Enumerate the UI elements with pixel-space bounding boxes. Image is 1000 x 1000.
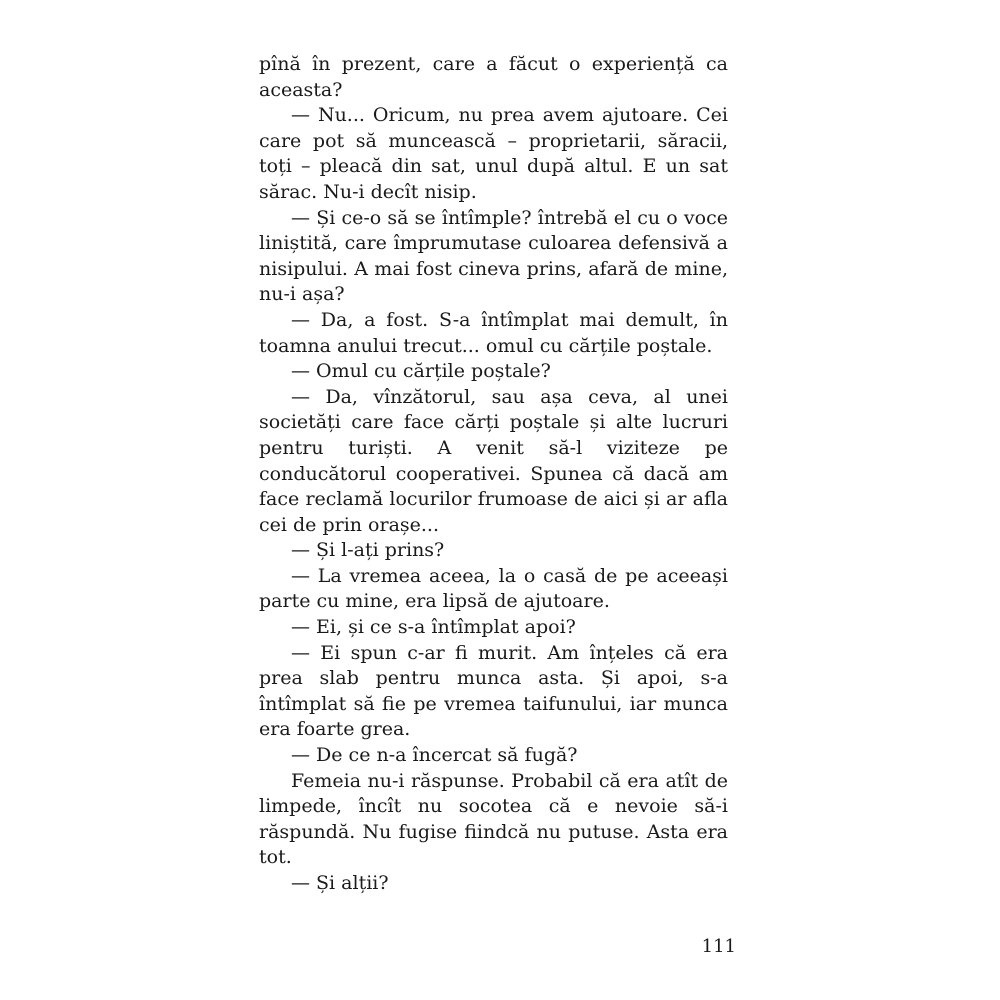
paragraph-continuation: pînă în prezent, care a făcut o experiență ca aceasta? <box>259 53 728 101</box>
book-page-text <box>259 52 728 897</box>
dialogue-line: — Da, vînzătorul, sau așa ceva, al unei societăți care face cărți poștale și alte lucruri pentru turiști. A venit să-l viziteze pe conducătorul cooperativei. Spunea că dacă am face reclamă locurilor frumoase de aici și ar afla cei de prin orașe... <box>259 385 728 536</box>
dialogue-line: — Omul cu cărțile poștale? <box>291 360 551 383</box>
dialogue-line: — De ce n-a încercat să fugă? <box>291 744 578 767</box>
dialogue-line: — La vremea aceea, la o casă de pe aceeași parte cu mine, era lipsă de ajutoare. <box>259 564 728 613</box>
dialogue-line: — Ei spun c-ar fi murit. Am înțeles că era prea slab pentru munca asta. Și apoi, s-a întîmplat să fie pe vremea taifunului, iar munca era foarte grea. <box>259 641 728 741</box>
dialogue-line: — Ei, și ce s-a întîmplat apoi? <box>291 616 576 639</box>
dialogue-line: — Și l-ați prins? <box>291 539 445 562</box>
dialogue-line: — Da, a fost. S-a întîmplat mai demult, în toamna anului trecut... omul cu cărțile poștale. <box>259 308 728 357</box>
dialogue-line: — Nu... Oricum, nu prea avem ajutoare. Cei care pot să muncească – proprietarii, săracii, toți – pleacă din sat, unul după altul. E un sat sărac. Nu-i decît nisip. <box>259 104 728 203</box>
narrative-paragraph: Femeia nu-i răspunse. Probabil că era atît de limpede, încît nu socotea că e nevoie să-i răspundă. Nu fugise fiindcă nu putuse. Asta era tot. <box>259 769 728 869</box>
dialogue-line: — Și alții? <box>291 872 389 894</box>
dialogue-line: — Și ce-o să se întîmple? întrebă el cu o voce liniștită, care împrumutase culoarea defensivă a nisipului. A mai fost cineva prins, afară de mine, nu-i așa? <box>259 206 728 306</box>
page-number: 111 <box>701 936 736 957</box>
